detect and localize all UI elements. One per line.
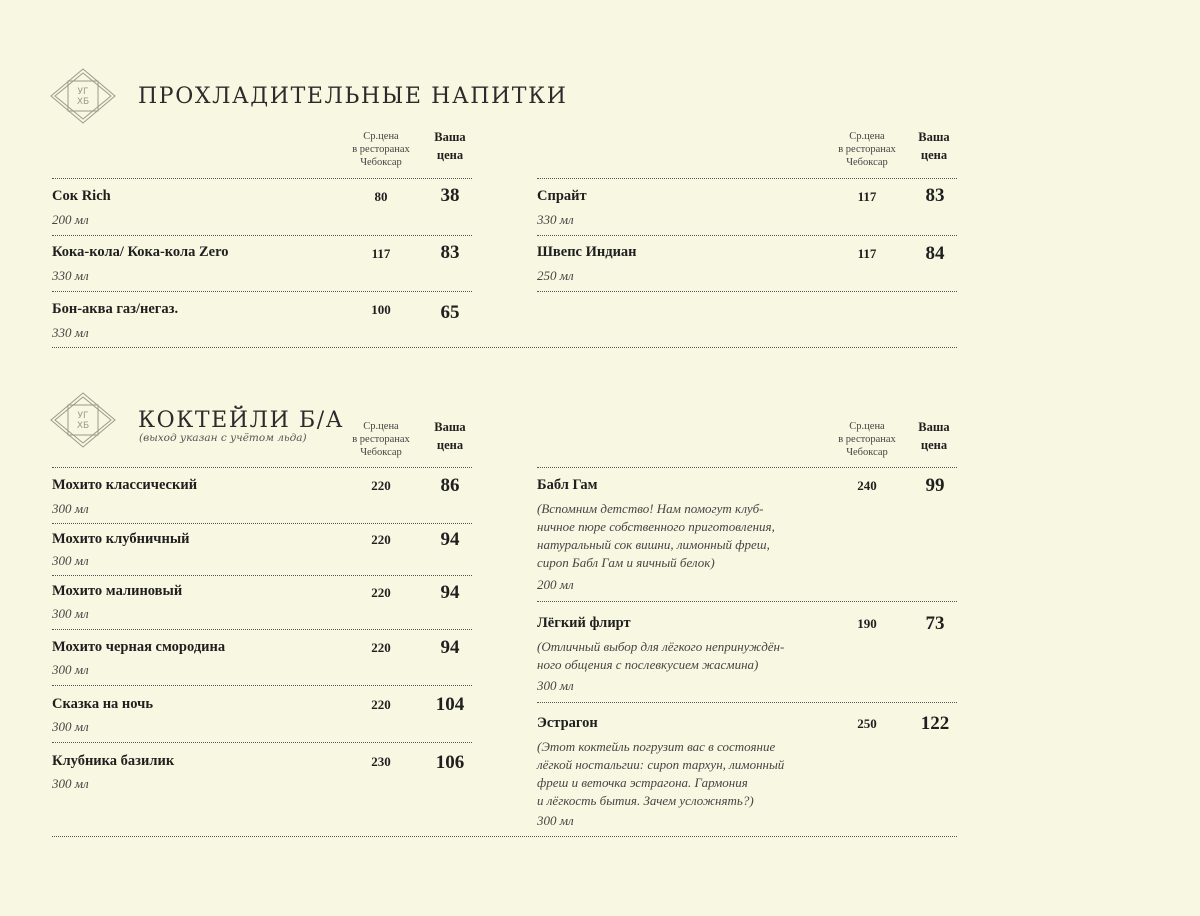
item-volume: 250 мл [537,268,574,283]
divider [52,685,472,686]
item-name: Мохито клубничный [52,531,190,547]
desc-line: (Вспомним детство! Нам помогут клуб- [537,501,764,516]
item-description [537,738,827,810]
item-avg-price: 100 [371,302,391,317]
item-volume: 300 мл [52,662,89,677]
item-price: 65 [440,302,460,323]
item-avg-price: 117 [857,189,877,204]
item-volume: 200 мл [537,577,574,592]
desc-line: лёгкой ностальгии: сироп тархун, лимонный [537,757,785,772]
our-price-header [904,128,964,164]
our-header-line: цена [436,148,464,162]
desc-line: фреш и веточка эстрагона. Гармония [537,775,748,790]
item-avg-price: 220 [371,697,391,712]
item-name: Мохито черная смородина [52,639,226,655]
item-name: Сказка на ночь [52,696,153,712]
item-price: 38 [440,185,460,206]
item-avg-price: 220 [371,478,391,493]
section-divider [52,347,957,348]
item-volume: 300 мл [52,719,89,734]
divider [537,467,957,468]
item-name: Бон-аква газ/негаз. [52,301,179,317]
avg-header-line: Ср.цена [363,421,399,432]
item-avg-price: 220 [371,585,391,600]
svg-text:УГ: УГ [77,411,89,421]
divider [52,467,472,468]
item-volume: 300 мл [52,776,89,791]
desc-line: сироп Бабл Гам и яичный белок) [537,555,715,570]
item-name: Швепс Индиан [537,244,637,260]
svg-text:УГ: УГ [77,87,89,97]
svg-text:ХБ: ХБ [76,97,90,107]
divider [537,178,957,179]
our-header-line: Ваша [434,420,466,434]
divider [52,178,472,179]
our-header-line: цена [920,438,948,452]
avg-price-header [331,130,431,169]
item-price: 106 [435,752,465,773]
svg-text:ХБ: ХБ [76,421,90,431]
item-name: Мохито классический [52,477,198,493]
item-avg-price: 117 [371,246,391,261]
our-header-line: Ваша [434,130,466,144]
item-avg-price: 240 [857,478,877,493]
divider [52,235,472,236]
item-volume: 330 мл [52,325,89,340]
item-price: 86 [440,475,460,496]
divider [537,702,957,703]
avg-header-line: Чебоксар [360,447,402,458]
item-avg-price: 220 [371,532,391,547]
item-volume: 300 мл [52,606,89,621]
our-price-header [420,418,480,454]
our-header-line: Ваша [918,420,950,434]
item-price: 94 [440,637,460,658]
item-name: Кока-кола/ Кока-кола Zero [52,244,229,260]
section-subtitle: (выход указан с учётом льда) [139,432,307,444]
item-volume: 300 мл [537,678,574,693]
item-avg-price: 190 [857,616,877,631]
item-name: Сок Rich [52,188,111,204]
item-volume: 300 мл [52,553,89,568]
restaurant-logo-icon [50,392,116,448]
our-header-line: цена [920,148,948,162]
item-description [537,638,827,674]
divider [52,575,472,576]
desc-line: ного общения с послевкусием жасмина) [537,657,759,672]
item-price: 94 [440,582,460,603]
avg-header-line: в ресторанах [838,434,896,445]
item-volume: 330 мл [537,212,574,227]
divider [52,291,472,292]
avg-header-line: Чебоксар [846,447,888,458]
item-avg-price: 230 [371,754,391,769]
divider [52,629,472,630]
section-divider [52,836,957,837]
divider [537,601,957,602]
item-price: 94 [440,529,460,550]
item-volume: 300 мл [52,501,89,516]
item-price: 122 [920,713,950,734]
item-name: Бабл Гам [537,477,598,493]
item-avg-price: 220 [371,640,391,655]
avg-header-line: в ресторанах [352,144,410,155]
item-volume: 200 мл [52,212,89,227]
desc-line: натуральный сок вишни, лимонный фреш, [537,537,770,552]
item-price: 83 [925,185,945,206]
item-volume: 300 мл [537,813,574,828]
item-name: Клубника базилик [52,753,175,769]
item-name: Лёгкий флирт [537,615,631,631]
avg-header-line: Чебоксар [360,157,402,168]
avg-price-header [331,420,431,459]
desc-line: (Отличный выбор для лёгкого непринуждён- [537,639,785,654]
divider [537,235,957,236]
divider [537,291,957,292]
restaurant-logo-icon [50,68,116,124]
our-price-header [420,128,480,164]
our-header-line: Ваша [918,130,950,144]
item-price: 73 [925,613,945,634]
item-price: 83 [440,242,460,263]
avg-price-header [817,130,917,169]
divider [52,742,472,743]
section-title-drinks: ПРОХЛАДИТЕЛЬНЫЕ НАПИТКИ [138,84,568,109]
item-avg-price: 117 [857,246,877,261]
item-avg-price: 80 [374,189,388,204]
item-name: Мохито малиновый [52,583,183,599]
our-header-line: цена [436,438,464,452]
item-name: Эстрагон [537,715,598,731]
item-price: 84 [925,243,945,264]
desc-line: ничное пюре собственного приготовления, [537,519,775,534]
avg-header-line: Чебоксар [846,157,888,168]
item-price: 104 [435,694,465,715]
avg-header-line: Ср.цена [849,131,885,142]
item-price: 99 [925,475,945,496]
section-title-cocktails: КОКТЕЙЛИ Б/А [138,408,344,433]
divider [52,523,472,524]
item-avg-price: 250 [857,716,877,731]
avg-header-line: в ресторанах [838,144,896,155]
our-price-header [904,418,964,454]
avg-header-line: Ср.цена [849,421,885,432]
item-volume: 330 мл [52,268,89,283]
desc-line: (Этот коктейль погрузит вас в состояние [537,739,776,754]
avg-header-line: Ср.цена [363,131,399,142]
avg-header-line: в ресторанах [352,434,410,445]
item-description [537,500,827,572]
desc-line: и лёгкость бытия. Зачем усложнять?) [537,793,754,808]
avg-price-header [817,420,917,459]
item-name: Спрайт [537,188,587,204]
